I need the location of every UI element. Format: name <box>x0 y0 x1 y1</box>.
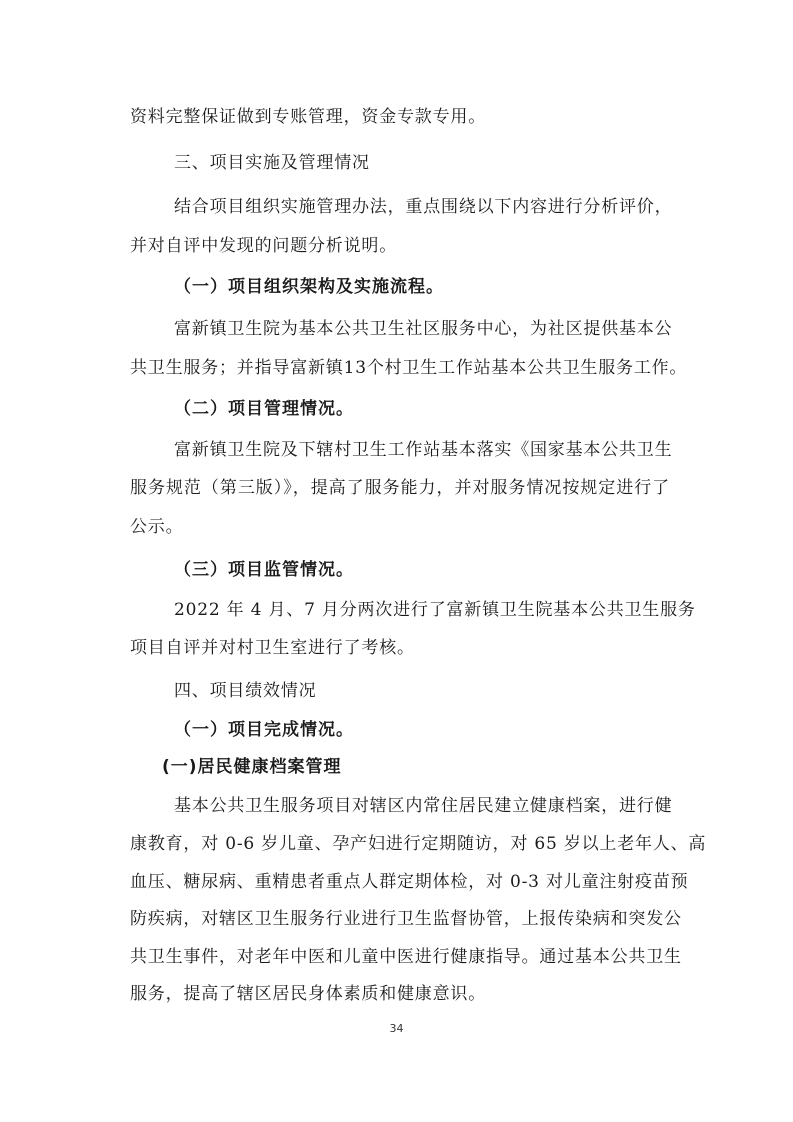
paragraph-line: 共卫生事件，对老年中医和儿童中医进行健康指导。通过基本公共卫生 <box>130 947 682 967</box>
paragraph-line: 富新镇卫生院为基本公共卫生社区服务中心，为社区提供基本公 <box>174 319 673 339</box>
section-heading: 三、项目实施及管理情况 <box>174 153 370 173</box>
subsection-heading: （一）项目组织架构及实施流程。 <box>174 277 444 297</box>
paragraph-line: 富新镇卫生院及下辖村卫生工作站基本落实《国家基本公共卫生 <box>174 440 673 460</box>
paragraph-line: 并对自评中发现的问题分析说明。 <box>130 236 397 256</box>
subsection-heading: （一）项目完成情况。 <box>174 720 354 740</box>
paragraph-line: 结合项目组织实施管理办法，重点围绕以下内容进行分析评价， <box>174 197 673 217</box>
subsection-heading: （三）项目监管情况。 <box>174 560 354 580</box>
page-number: 34 <box>389 1022 404 1035</box>
section-heading: 四、项目绩效情况 <box>174 681 317 701</box>
paragraph-line: 共卫生服务；并指导富新镇13个村卫生工作站基本公共卫生服务工作。 <box>130 358 688 378</box>
paragraph-line: 项目自评并对村卫生室进行了考核。 <box>130 638 415 658</box>
paragraph-line: 防疾病，对辖区卫生服务行业进行卫生监督协管，上报传染病和突发公 <box>130 909 682 929</box>
paragraph-line: 服务规范（第三版）》，提高了服务能力，并对服务情况按规定进行了 <box>130 478 670 498</box>
paragraph-line: 康教育，对 0-6 岁儿童、孕产妇进行定期随访，对 65 岁以上老年人、高 <box>130 834 707 854</box>
subsection-heading: （二）项目管理情况。 <box>174 399 354 419</box>
paragraph-line: 基本公共卫生服务项目对辖区内常住居民建立健康档案，进行健 <box>174 796 673 816</box>
paragraph-line: 血压、糖尿病、重精患者重点人群定期体检，对 0-3 对儿童注射疫苗预 <box>130 872 689 892</box>
paragraph-line: 服务，提高了辖区居民身体素质和健康意识。 <box>130 984 486 1004</box>
paragraph-line: 公示。 <box>130 517 184 537</box>
paragraph-line: 资料完整保证做到专账管理，资金专款专用。 <box>130 107 486 127</box>
paragraph-line: 2022 年 4 月、7 月分两次进行了富新镇卫生院基本公共卫生服务 <box>174 600 696 620</box>
subsection-heading: (一)居民健康档案管理 <box>162 757 342 777</box>
